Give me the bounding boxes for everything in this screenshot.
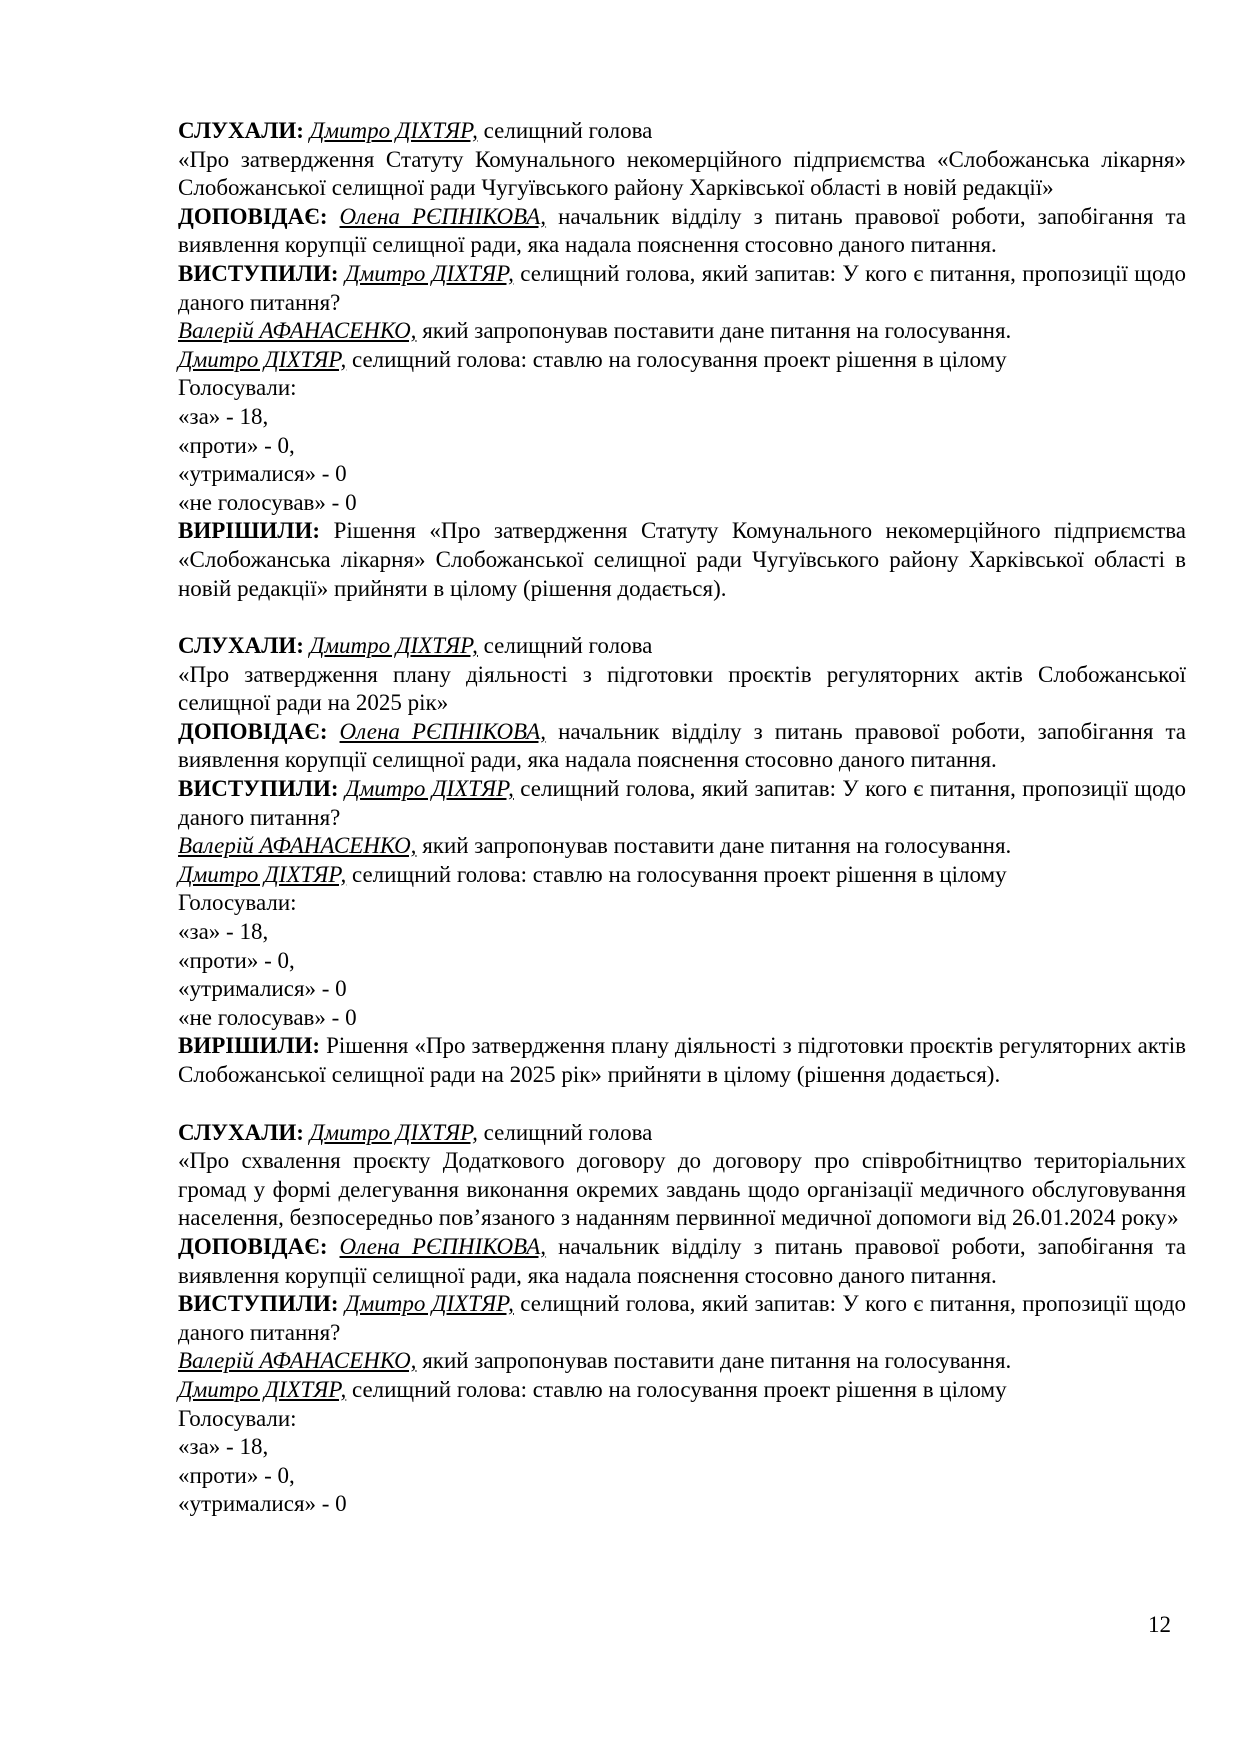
person-name: Дмитро ДІХТЯР, — [309, 633, 478, 659]
topic-text: «Про схвалення проєкту Додаткового договору до договору про співробітництво територіальних громад у формі делегування виконання окремих завдань щодо організації медичного обслуговування населення, безпосередньо пов’язаного з наданням первинної медичної допомоги від 26.01.2024 року» — [178, 1148, 1186, 1231]
reports-line-text: начальник відділу з питань правової роботи, запобігання та виявлення корупції селищної ради, яка надала пояснення стосовно даного питання. — [178, 203, 1186, 258]
proposal-line — [178, 317, 1186, 346]
heard-line-label: СЛУХАЛИ: — [178, 633, 304, 659]
reports-line-label: ДОПОВІДАЄ: — [178, 1233, 328, 1259]
vote-result: «за» - 18, — [178, 919, 269, 945]
agenda-item — [178, 1119, 1186, 1519]
vote-result: «не голосував» - 0 — [178, 489, 357, 515]
person-name: Дмитро ДІХТЯР, — [344, 776, 514, 802]
spoke-line-text: селищний голова, який запитав: У кого є питання, пропозиції щодо даного питання? — [178, 776, 1187, 830]
decided-line — [178, 1032, 1186, 1089]
spoke-line-text: селищний голова, який запитав: У кого є питання, пропозиції щодо даного питання? — [178, 260, 1187, 315]
vote-result: «утрималися» - 0 — [178, 976, 347, 1002]
proposal-line-text: який запропонував поставити дане питання на голосування. — [422, 1348, 1012, 1374]
page-number: 12 — [1148, 1612, 1171, 1637]
proposal-line — [178, 1347, 1186, 1376]
person-name: Дмитро ДІХТЯР, — [344, 1291, 514, 1317]
person-name: Дмитро ДІХТЯР, — [178, 1376, 347, 1402]
heard-line-text: селищний голова — [483, 118, 653, 143]
spoke-line-label: ВИСТУПИЛИ: — [178, 776, 339, 802]
decided-line-label: ВИРІШИЛИ: — [178, 1033, 321, 1059]
voted-label: Голосували: — [178, 375, 297, 401]
person-name: Дмитро ДІХТЯР, — [309, 1119, 478, 1145]
vote-call-line-text: селищний голова: ставлю на голосування проект рішення в цілому — [351, 346, 1007, 372]
person-name: Валерій АФАНАСЕНКО, — [178, 1348, 417, 1374]
vote-result: «утрималися» - 0 — [178, 1491, 347, 1517]
vote-result: «проти» - 0, — [178, 432, 295, 458]
heard-line-text: селищний голова — [483, 1119, 653, 1145]
spoke-line — [178, 1290, 1186, 1347]
proposal-line-text: який запропонував поставити дане питання на голосування. — [422, 318, 1012, 344]
person-name: Валерій АФАНАСЕНКО, — [178, 318, 417, 344]
heard-line-label: СЛУХАЛИ: — [178, 118, 304, 143]
vote-call-line — [178, 861, 1186, 890]
vote-call-line — [178, 1376, 1186, 1405]
heard-line-text: селищний голова — [483, 633, 653, 659]
vote-result: «за» - 18, — [178, 403, 269, 429]
topic-text: «Про затвердження плану діяльності з підготовки проєктів регуляторних актів Слобожанської селищної ради на 2025 рік» — [178, 661, 1186, 716]
spoke-line — [178, 260, 1186, 317]
voted-label: Голосували: — [178, 1405, 297, 1431]
vote-result: «утрималися» - 0 — [178, 461, 347, 487]
topic-text: «Про затвердження Статуту Комунального некомерційного підприємства «Слобожанська лікарня» Слобожанської селищної ради Чугуївського району Харківської області в новій редакції» — [178, 146, 1186, 201]
person-name: Дмитро ДІХТЯР, — [309, 118, 478, 143]
person-name: Дмитро ДІХТЯР, — [344, 260, 514, 286]
reports-line-text: начальник відділу з питань правової роботи, запобігання та виявлення корупції селищної ради, яка надала пояснення стосовно даного питання. — [178, 718, 1186, 773]
spoke-line — [178, 775, 1186, 832]
reports-line-text: начальник відділу з питань правової роботи, запобігання та виявлення корупції селищної ради, яка надала пояснення стосовно даного питання. — [178, 1233, 1186, 1288]
person-name: Дмитро ДІХТЯР, — [178, 346, 347, 372]
person-name: Олена РЄПНІКОВА, — [339, 1233, 547, 1259]
person-name: Валерій АФАНАСЕНКО, — [178, 833, 417, 859]
spoke-line-label: ВИСТУПИЛИ: — [178, 260, 339, 286]
decided-line — [178, 517, 1186, 603]
document-page — [178, 117, 1186, 1548]
agenda-item — [178, 117, 1186, 603]
spoke-line-text: селищний голова, який запитав: У кого є питання, пропозиції щодо даного питання? — [178, 1291, 1187, 1345]
person-name: Дмитро ДІХТЯР, — [178, 861, 347, 887]
reports-line — [178, 203, 1186, 260]
heard-line — [178, 1119, 1186, 1148]
person-name: Олена РЄПНІКОВА, — [339, 718, 547, 744]
decided-line-text: Рішення «Про затвердження Статуту Комунального некомерційного підприємства «Слобожанська лікарня» Слобожанської селищної ради Чугуївського району Харківської області в новій редакції» прийняти в цілому (рішення додається). — [178, 518, 1187, 601]
vote-result: «проти» - 0, — [178, 947, 295, 973]
spoke-line-label: ВИСТУПИЛИ: — [178, 1291, 339, 1317]
reports-line — [178, 1233, 1186, 1290]
vote-result: «за» - 18, — [178, 1434, 269, 1460]
vote-result: «проти» - 0, — [178, 1462, 295, 1488]
person-name: Олена РЄПНІКОВА, — [339, 203, 547, 229]
vote-result: «не голосував» - 0 — [178, 1004, 357, 1030]
vote-call-line-text: селищний голова: ставлю на голосування проект рішення в цілому — [351, 1376, 1007, 1402]
reports-line-label: ДОПОВІДАЄ: — [178, 203, 328, 229]
vote-call-line-text: селищний голова: ставлю на голосування проект рішення в цілому — [351, 861, 1007, 887]
voted-label: Голосували: — [178, 890, 297, 916]
heard-line — [178, 632, 1186, 661]
decided-line-label: ВИРІШИЛИ: — [178, 518, 321, 544]
heard-line — [178, 117, 1186, 146]
proposal-line — [178, 832, 1186, 861]
agenda-item — [178, 632, 1186, 1090]
vote-call-line — [178, 346, 1186, 375]
reports-line — [178, 718, 1186, 775]
decided-line-text: Рішення «Про затвердження плану діяльності з підготовки проєктів регуляторних актів Слобожанської селищної ради на 2025 рік» прийняти в цілому (рішення додається). — [178, 1033, 1186, 1087]
proposal-line-text: який запропонував поставити дане питання на голосування. — [422, 833, 1012, 859]
heard-line-label: СЛУХАЛИ: — [178, 1119, 304, 1145]
reports-line-label: ДОПОВІДАЄ: — [178, 718, 328, 744]
